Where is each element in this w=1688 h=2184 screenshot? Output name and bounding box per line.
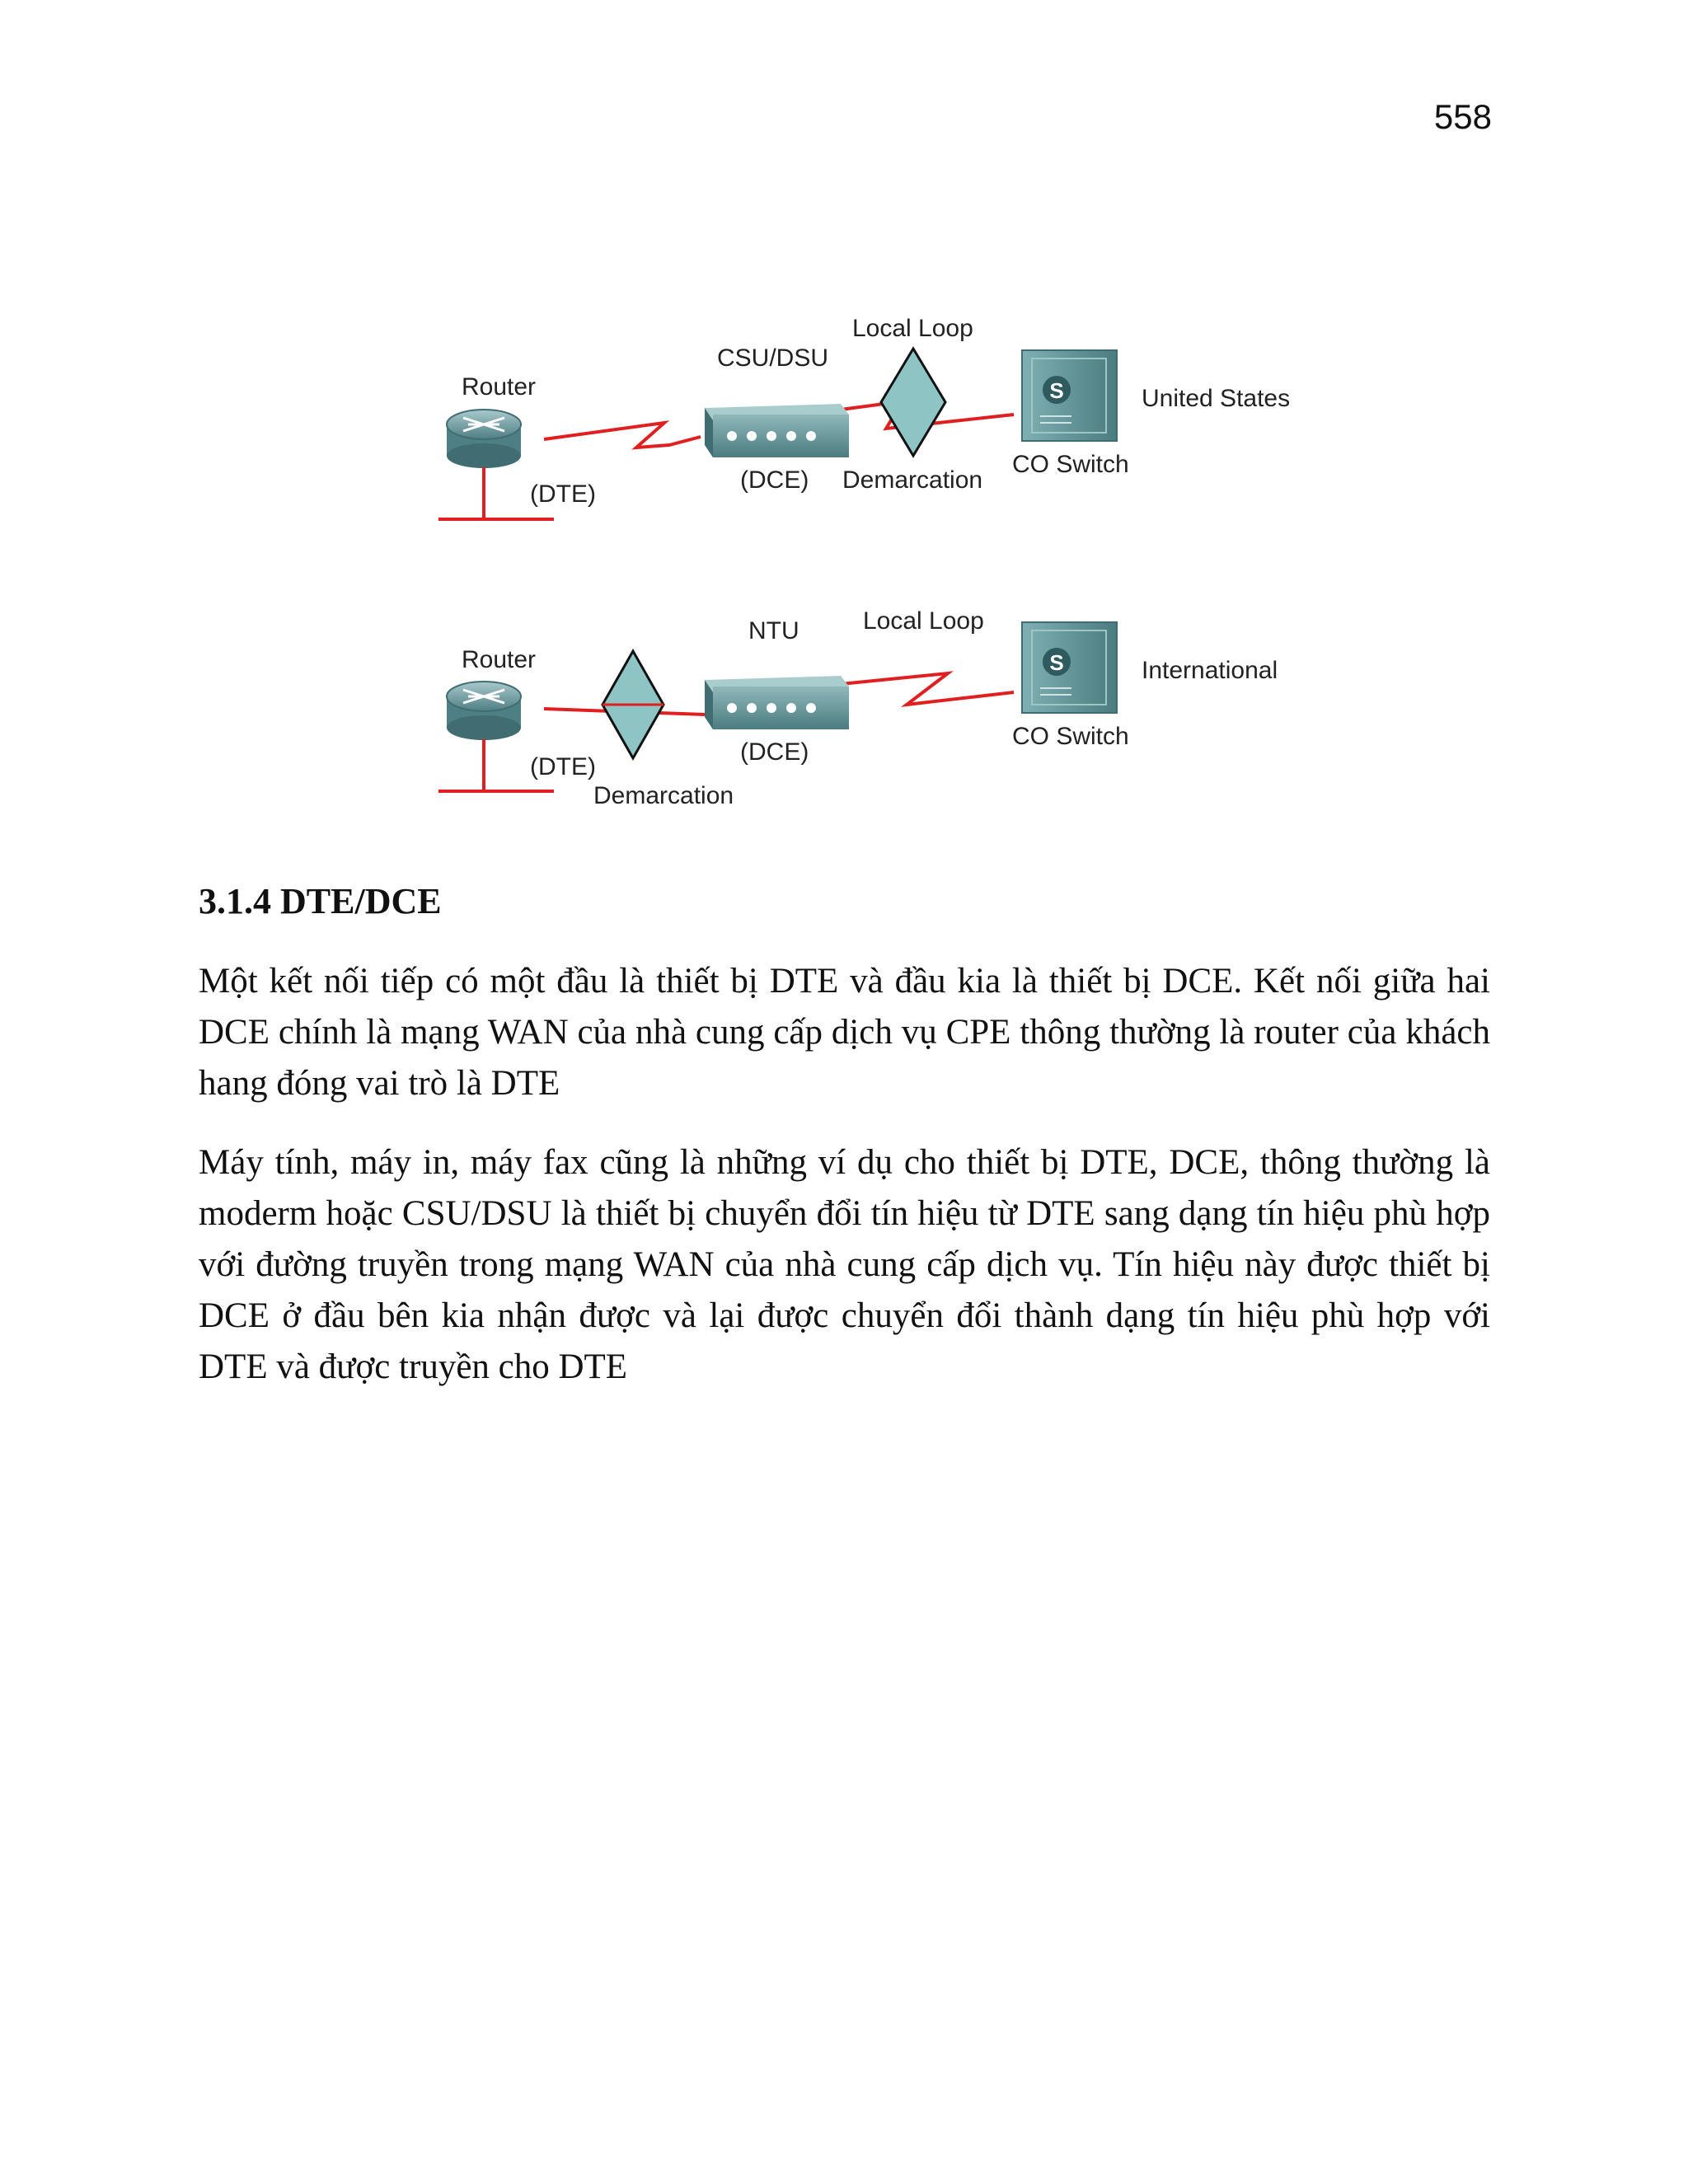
co-switch-label: CO Switch (1012, 723, 1129, 750)
co-switch-icon (1022, 350, 1117, 441)
local-loop-label: Local Loop (863, 607, 984, 635)
svg-text:S: S (1049, 650, 1064, 675)
demarcation-label: Demarcation (593, 782, 734, 809)
dce-role-label: (DCE) (740, 738, 809, 766)
us-scenario (438, 315, 1290, 519)
router-role-label: (DTE) (530, 753, 596, 780)
region-label: International (1142, 657, 1278, 684)
local-loop-label: Local Loop (852, 315, 973, 342)
router-role-label: (DTE) (530, 480, 596, 508)
ntu-label: NTU (748, 617, 799, 644)
wan-connection-diagram (420, 293, 1343, 828)
region-label: United States (1142, 385, 1291, 412)
serial-link (544, 423, 701, 448)
page-number: 558 (1433, 97, 1492, 136)
paragraph: Máy tính, máy in, máy fax cũng là những ví dụ cho thiết bị DTE, DCE, thông thường là moderm hoặc CSU/DSU là thiết bị chuyển đổi tín hiệu từ DTE sang dạng tín hiệu phù hợp với đường truyền trong mạng WAN của nhà cung cấp dịch vụ. Tín hiệu này được thiết bị DCE ở đầu bên kia nhận được và lại được chuyển đổi thành dạng tín hiệu phù hợp với DTE và được truyền cho DTE (199, 1143, 1490, 1386)
svg-text:S: S (1049, 378, 1064, 403)
ntu-icon (705, 676, 849, 729)
international-scenario (438, 607, 1278, 809)
dce-role-label: (DCE) (740, 466, 809, 494)
local-loop-link (841, 673, 1014, 705)
co-switch-label: CO Switch (1012, 451, 1129, 478)
demarcation-label: Demarcation (842, 466, 983, 494)
section-heading: 3.1.4 DTE/DCE (199, 881, 442, 921)
co-switch-icon (1022, 622, 1117, 713)
router-label: Router (462, 373, 537, 401)
demarcation-diamond (881, 349, 945, 456)
paragraph: Một kết nối tiếp có một đầu là thiết bị DTE và đầu kia là thiết bị DCE. Kết nối giữa hai DCE chính là mạng WAN của nhà cung cấp dịch vụ CPE thông thường là router của khách hang đóng vai trò là DTE (199, 962, 1490, 1103)
router-label: Router (462, 646, 537, 673)
pnh-logo (198, 99, 367, 148)
csu-dsu-label: CSU/DSU (717, 344, 829, 372)
csu-dsu-icon (705, 404, 849, 457)
